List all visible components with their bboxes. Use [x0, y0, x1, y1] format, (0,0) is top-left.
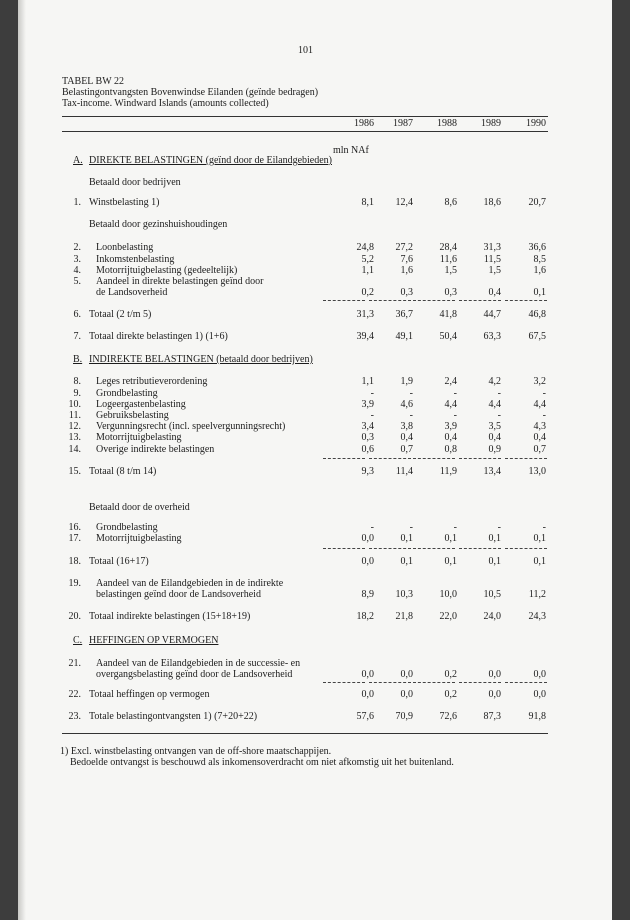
row-number: 23. — [68, 711, 81, 722]
row-label: Overige indirekte belastingen — [96, 444, 215, 455]
row-value-1990: 0,1 — [533, 287, 546, 298]
row-label: Loonbelasting — [96, 242, 154, 253]
row-number: 17. — [68, 533, 81, 544]
subhead-overheid: Betaald door de overheid — [89, 502, 190, 513]
row-value-1990: 91,8 — [528, 711, 546, 722]
row-value-1987: 0,1 — [400, 533, 413, 544]
row-value-1986: 39,4 — [356, 331, 374, 342]
row-value-1989: 4,4 — [488, 399, 501, 410]
row-number: 9. — [73, 388, 81, 399]
row-value-1987: 4,6 — [400, 399, 413, 410]
row-value-1990: 13,0 — [528, 466, 546, 477]
year-header-1986: 1986 — [354, 118, 374, 129]
row-value-1988: 72,6 — [439, 711, 457, 722]
row-value-1988: 2,4 — [444, 376, 457, 387]
table-rule-bottom — [62, 733, 548, 734]
row-value-1988: 0,1 — [444, 556, 457, 567]
row-value-1988: 28,4 — [439, 242, 457, 253]
row-value-1990: 46,8 — [528, 309, 546, 320]
row-label: Leges retributieverordening — [96, 376, 208, 387]
row-value-1989: 0,9 — [488, 444, 501, 455]
section-letter-a: A. — [73, 155, 83, 166]
section-letter-b: B. — [73, 354, 83, 365]
row-label: Motorrijtuigbelasting (gedeeltelijk) — [96, 265, 238, 276]
row-value-1989: 0,4 — [488, 432, 501, 443]
row-value-1987: 27,2 — [395, 242, 413, 253]
row-label: Aandeel van de Eilandgebieden in de indirekte — [96, 578, 284, 589]
row-label-continued: belastingen geïnd door de Landsoverheid — [96, 589, 261, 600]
sum-line-a-1989 — [459, 300, 501, 301]
sum-line-b-1986 — [323, 458, 365, 459]
row-value-1987: 7,6 — [400, 254, 413, 265]
row-label: Winstbelasting 1) — [89, 197, 160, 208]
row-value-1990: 11,2 — [528, 589, 546, 600]
row-value-1989: 18,6 — [483, 197, 501, 208]
row-value-1990: 20,7 — [528, 197, 546, 208]
header-rule-bottom — [62, 131, 548, 132]
footnote-line-1: 1) Excl. winstbelasting ontvangen van de off-shore maatschappijen. — [60, 746, 332, 757]
row-label: Grondbelasting — [96, 522, 158, 533]
row-number: 8. — [73, 376, 81, 387]
row-value-1986: 0,0 — [361, 669, 374, 680]
section-title-b: INDIREKTE BELASTINGEN (betaald door bedrijven) — [89, 354, 313, 365]
row-label: Totaal (16+17) — [89, 556, 149, 567]
row-value-1989: 0,0 — [488, 669, 501, 680]
row-label: Grondbelasting — [96, 388, 158, 399]
row-value-1988: - — [453, 522, 457, 533]
row-value-1988: - — [453, 388, 457, 399]
row-value-1990: 3,2 — [533, 376, 546, 387]
row-label: Motorrijtuigbelasting — [96, 432, 182, 443]
row-label: Totaal (2 t/m 5) — [89, 309, 152, 320]
row-value-1989: - — [497, 388, 501, 399]
row-value-1986: 0,0 — [361, 556, 374, 567]
row-number: 20. — [68, 611, 81, 622]
row-label: Totaal (8 t/m 14) — [89, 466, 157, 477]
row-value-1989: 3,5 — [488, 421, 501, 432]
row-value-1989: 63,3 — [483, 331, 501, 342]
sum-line-overheid-1989 — [459, 548, 501, 549]
row-value-1989: 13,4 — [483, 466, 501, 477]
row-value-1990: 0,1 — [533, 556, 546, 567]
row-value-1990: - — [542, 410, 546, 421]
row-number: 4. — [73, 265, 81, 276]
row-value-1986: 1,1 — [361, 376, 374, 387]
year-header-1990: 1990 — [526, 118, 546, 129]
row-value-1989: 24,0 — [483, 611, 501, 622]
row-value-1989: 31,3 — [483, 242, 501, 253]
row-value-1986: 5,2 — [361, 254, 374, 265]
row-value-1986: 0,0 — [361, 689, 374, 700]
row-value-1987: 0,7 — [400, 444, 413, 455]
row-value-1989: 44,7 — [483, 309, 501, 320]
row-value-1987: 10,3 — [395, 589, 413, 600]
row-value-1988: 4,4 — [444, 399, 457, 410]
row-value-1989: - — [497, 522, 501, 533]
sum-line-c-1990 — [505, 682, 547, 683]
row-value-1990: 36,6 — [528, 242, 546, 253]
document-page — [18, 0, 612, 920]
row-value-1987: 0,0 — [400, 669, 413, 680]
row-value-1986: 0,6 — [361, 444, 374, 455]
row-value-1988: 0,3 — [444, 287, 457, 298]
row-value-1988: 50,4 — [439, 331, 457, 342]
row-value-1988: 8,6 — [444, 197, 457, 208]
table-title-nl: Belastingontvangsten Bovenwindse Eilanden (geïnde bedragen) — [62, 87, 319, 98]
row-value-1989: 11,5 — [483, 254, 501, 265]
row-value-1986: 3,9 — [361, 399, 374, 410]
sum-line-c-1987 — [369, 682, 411, 683]
row-value-1990: 8,5 — [533, 254, 546, 265]
row-number: 19. — [68, 578, 81, 589]
row-label: Inkomstenbelasting — [96, 254, 175, 265]
row-value-1989: 4,2 — [488, 376, 501, 387]
sum-line-a-1986 — [323, 300, 365, 301]
row-value-1987: 1,9 — [400, 376, 413, 387]
row-value-1987: 11,4 — [395, 466, 413, 477]
row-value-1987: 0,1 — [400, 556, 413, 567]
row-value-1988: 10,0 — [439, 589, 457, 600]
row-value-1989: 0,1 — [488, 556, 501, 567]
row-label: Totaal indirekte belastingen (15+18+19) — [89, 611, 251, 622]
year-header-1988: 1988 — [437, 118, 457, 129]
row-value-1986: 1,1 — [361, 265, 374, 276]
row-label-continued: overgangsbelasting geïnd door de Landsoverheid — [96, 669, 293, 680]
row-value-1986: 57,6 — [356, 711, 374, 722]
row-value-1986: 3,4 — [361, 421, 374, 432]
row-value-1990: 0,0 — [533, 689, 546, 700]
page-binding-shadow — [18, 0, 26, 920]
row-value-1986: 0,2 — [361, 287, 374, 298]
row-value-1989: 0,0 — [488, 689, 501, 700]
row-value-1989: 10,5 — [483, 589, 501, 600]
footnote-line-2: Bedoelde ontvangst is beschouwd als inkomensoverdracht om niet afkomstig uit het buitenland. — [70, 757, 454, 768]
row-value-1986: - — [370, 388, 374, 399]
sum-line-overheid-1986 — [323, 548, 365, 549]
sum-line-b-1988 — [413, 458, 455, 459]
row-number: 10. — [68, 399, 81, 410]
row-value-1987: 1,6 — [400, 265, 413, 276]
sum-line-a-1990 — [505, 300, 547, 301]
header-rule-top — [62, 116, 548, 117]
row-value-1986: 18,2 — [356, 611, 374, 622]
row-number: 7. — [73, 331, 81, 342]
row-value-1988: - — [453, 410, 457, 421]
row-value-1987: 3,8 — [400, 421, 413, 432]
row-value-1986: - — [370, 410, 374, 421]
row-value-1990: 4,4 — [533, 399, 546, 410]
year-header-1987: 1987 — [393, 118, 413, 129]
row-value-1988: 0,1 — [444, 533, 457, 544]
table-id: TABEL BW 22 — [62, 76, 124, 87]
row-value-1987: 0,4 — [400, 432, 413, 443]
row-value-1990: 0,1 — [533, 533, 546, 544]
row-value-1990: 67,5 — [528, 331, 546, 342]
sum-line-b-1990 — [505, 458, 547, 459]
row-label: Vergunningsrecht (incl. speelvergunningsrecht) — [96, 421, 286, 432]
row-label: Totale belastingontvangsten 1) (7+20+22) — [89, 711, 258, 722]
section-letter-c: C. — [73, 635, 83, 646]
row-value-1988: 41,8 — [439, 309, 457, 320]
row-value-1988: 0,4 — [444, 432, 457, 443]
row-value-1987: 21,8 — [395, 611, 413, 622]
row-number: 22. — [68, 689, 81, 700]
row-value-1986: 31,3 — [356, 309, 374, 320]
sum-line-b-1989 — [459, 458, 501, 459]
row-value-1990: - — [542, 522, 546, 533]
row-label: Totaal direkte belastingen 1) (1+6) — [89, 331, 228, 342]
row-value-1986: 9,3 — [361, 466, 374, 477]
row-label: Logeergastenbelasting — [96, 399, 186, 410]
row-value-1989: - — [497, 410, 501, 421]
subhead-bedrijven: Betaald door bedrijven — [89, 177, 181, 188]
row-label: Totaal heffingen op vermogen — [89, 689, 210, 700]
row-value-1990: 4,3 — [533, 421, 546, 432]
row-value-1987: - — [409, 410, 413, 421]
page-number: 101 — [298, 45, 313, 56]
row-value-1986: 24,8 — [356, 242, 374, 253]
sum-line-overheid-1987 — [369, 548, 411, 549]
row-value-1990: - — [542, 388, 546, 399]
row-number: 18. — [68, 556, 81, 567]
row-label-continued: de Landsoverheid — [96, 287, 168, 298]
row-value-1989: 1,5 — [488, 265, 501, 276]
row-value-1986: 0,3 — [361, 432, 374, 443]
row-value-1987: 0,0 — [400, 689, 413, 700]
section-title-c: HEFFINGEN OP VERMOGEN — [89, 635, 219, 646]
row-value-1986: 8,9 — [361, 589, 374, 600]
sum-line-a-1988 — [413, 300, 455, 301]
row-value-1990: 1,6 — [533, 265, 546, 276]
row-label: Motorrijtuigbelasting — [96, 533, 182, 544]
row-number: 1. — [73, 197, 81, 208]
row-number: 13. — [68, 432, 81, 443]
row-value-1990: 0,7 — [533, 444, 546, 455]
row-number: 2. — [73, 242, 81, 253]
sum-line-a-1987 — [369, 300, 411, 301]
row-value-1988: 3,9 — [444, 421, 457, 432]
row-value-1986: - — [370, 522, 374, 533]
row-value-1987: 70,9 — [395, 711, 413, 722]
row-value-1987: 49,1 — [395, 331, 413, 342]
year-header-1989: 1989 — [481, 118, 501, 129]
table-title-en: Tax-income. Windward Islands (amounts collected) — [62, 98, 269, 109]
row-number: 5. — [73, 276, 81, 287]
row-value-1989: 0,1 — [488, 533, 501, 544]
sum-line-c-1988 — [413, 682, 455, 683]
row-value-1990: 0,4 — [533, 432, 546, 443]
row-number: 6. — [73, 309, 81, 320]
row-value-1987: - — [409, 522, 413, 533]
sum-line-c-1989 — [459, 682, 501, 683]
sum-line-b-1987 — [369, 458, 411, 459]
row-value-1989: 87,3 — [483, 711, 501, 722]
row-label: Aandeel in direkte belastingen geïnd door — [96, 276, 264, 287]
row-number: 11. — [68, 410, 81, 421]
row-value-1987: 12,4 — [395, 197, 413, 208]
row-number: 21. — [68, 658, 81, 669]
row-value-1988: 11,6 — [439, 254, 457, 265]
row-label: Gebruiksbelasting — [96, 410, 169, 421]
row-number: 14. — [68, 444, 81, 455]
section-title-a: DIREKTE BELASTINGEN (geïnd door de Eilandgebieden) — [89, 155, 332, 166]
row-value-1987: 0,3 — [400, 287, 413, 298]
unit-label: mln NAf — [333, 145, 369, 156]
row-value-1988: 0,8 — [444, 444, 457, 455]
row-value-1988: 0,2 — [444, 689, 457, 700]
row-value-1987: - — [409, 388, 413, 399]
row-value-1988: 22,0 — [439, 611, 457, 622]
row-number: 12. — [68, 421, 81, 432]
row-value-1990: 0,0 — [533, 669, 546, 680]
row-value-1988: 11,9 — [439, 466, 457, 477]
row-number: 16. — [68, 522, 81, 533]
row-value-1988: 0,2 — [444, 669, 457, 680]
row-value-1990: 24,3 — [528, 611, 546, 622]
sum-line-c-1986 — [323, 682, 365, 683]
row-number: 15. — [68, 466, 81, 477]
row-number: 3. — [73, 254, 81, 265]
row-value-1986: 8,1 — [361, 197, 374, 208]
row-value-1989: 0,4 — [488, 287, 501, 298]
subhead-gezinshuishoudingen: Betaald door gezinshuishoudingen — [89, 219, 228, 230]
sum-line-overheid-1988 — [413, 548, 455, 549]
row-value-1988: 1,5 — [444, 265, 457, 276]
row-value-1986: 0,0 — [361, 533, 374, 544]
row-label: Aandeel van de Eilandgebieden in de successie- en — [96, 658, 301, 669]
row-value-1987: 36,7 — [395, 309, 413, 320]
sum-line-overheid-1990 — [505, 548, 547, 549]
